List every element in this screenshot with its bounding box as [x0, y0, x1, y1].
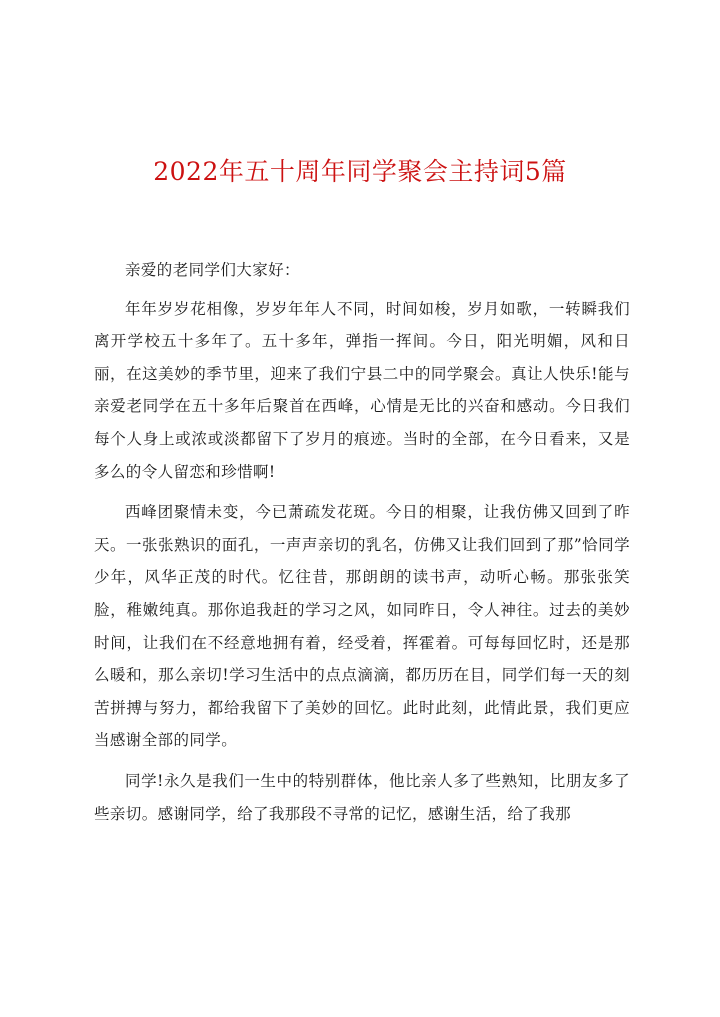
body-paragraph-1: 年年岁岁花相像，岁岁年年人不同，时间如梭，岁月如歌，一转瞬我们离开学校五十多年了。五十多年，弹指一挥间。今日，阳光明媚，风和日丽，在这美妙的季节里，迎来了我们宁县二中的同学聚会。真让人快乐!能与亲爱老同学在五十多年后聚首在西峰，心情是无比的兴奋和感动。今日我们每个人身上或浓或淡都留下了岁月的痕迹。当时的全部，在今日看来，又是多么的令人留恋和珍惜啊! — [94, 299, 630, 481]
body-paragraph-2: 西峰团聚情未变，今已萧疏发花斑。今日的相聚，让我仿佛又回到了昨天。一张张熟识的面孔，一声声亲切的乳名，仿佛又让我们回到了那”恰同学少年，风华正茂的时代。忆往昔，那朗朗的读书声，动听心畅。那张张笑脸，稚嫩纯真。那你追我赶的学习之风，如同昨日，令人神往。过去的美妙时间，让我们在不经意地拥有着，经受着，挥霍着。可每每回忆时，还是那么暖和，那么亲切!学习生活中的点点滴滴，都历历在目，同学们每一天的刻苦拼搏与努力，都给我留下了美妙的回忆。此时此刻，此情此景，我们更应当感谢全部的同学。 — [94, 503, 630, 750]
document-body — [94, 254, 630, 838]
greeting-paragraph: 亲爱的老同学们大家好： — [125, 261, 300, 279]
document-title: 2022年五十周年同学聚会主持词5篇 — [153, 157, 567, 186]
body-paragraph-3: 同学!永久是我们一生中的特别群体，他比亲人多了些熟知，比朋友多了些亲切。感谢同学，给了我那段不寻常的记忆，感谢生活，给了我那 — [94, 771, 630, 823]
